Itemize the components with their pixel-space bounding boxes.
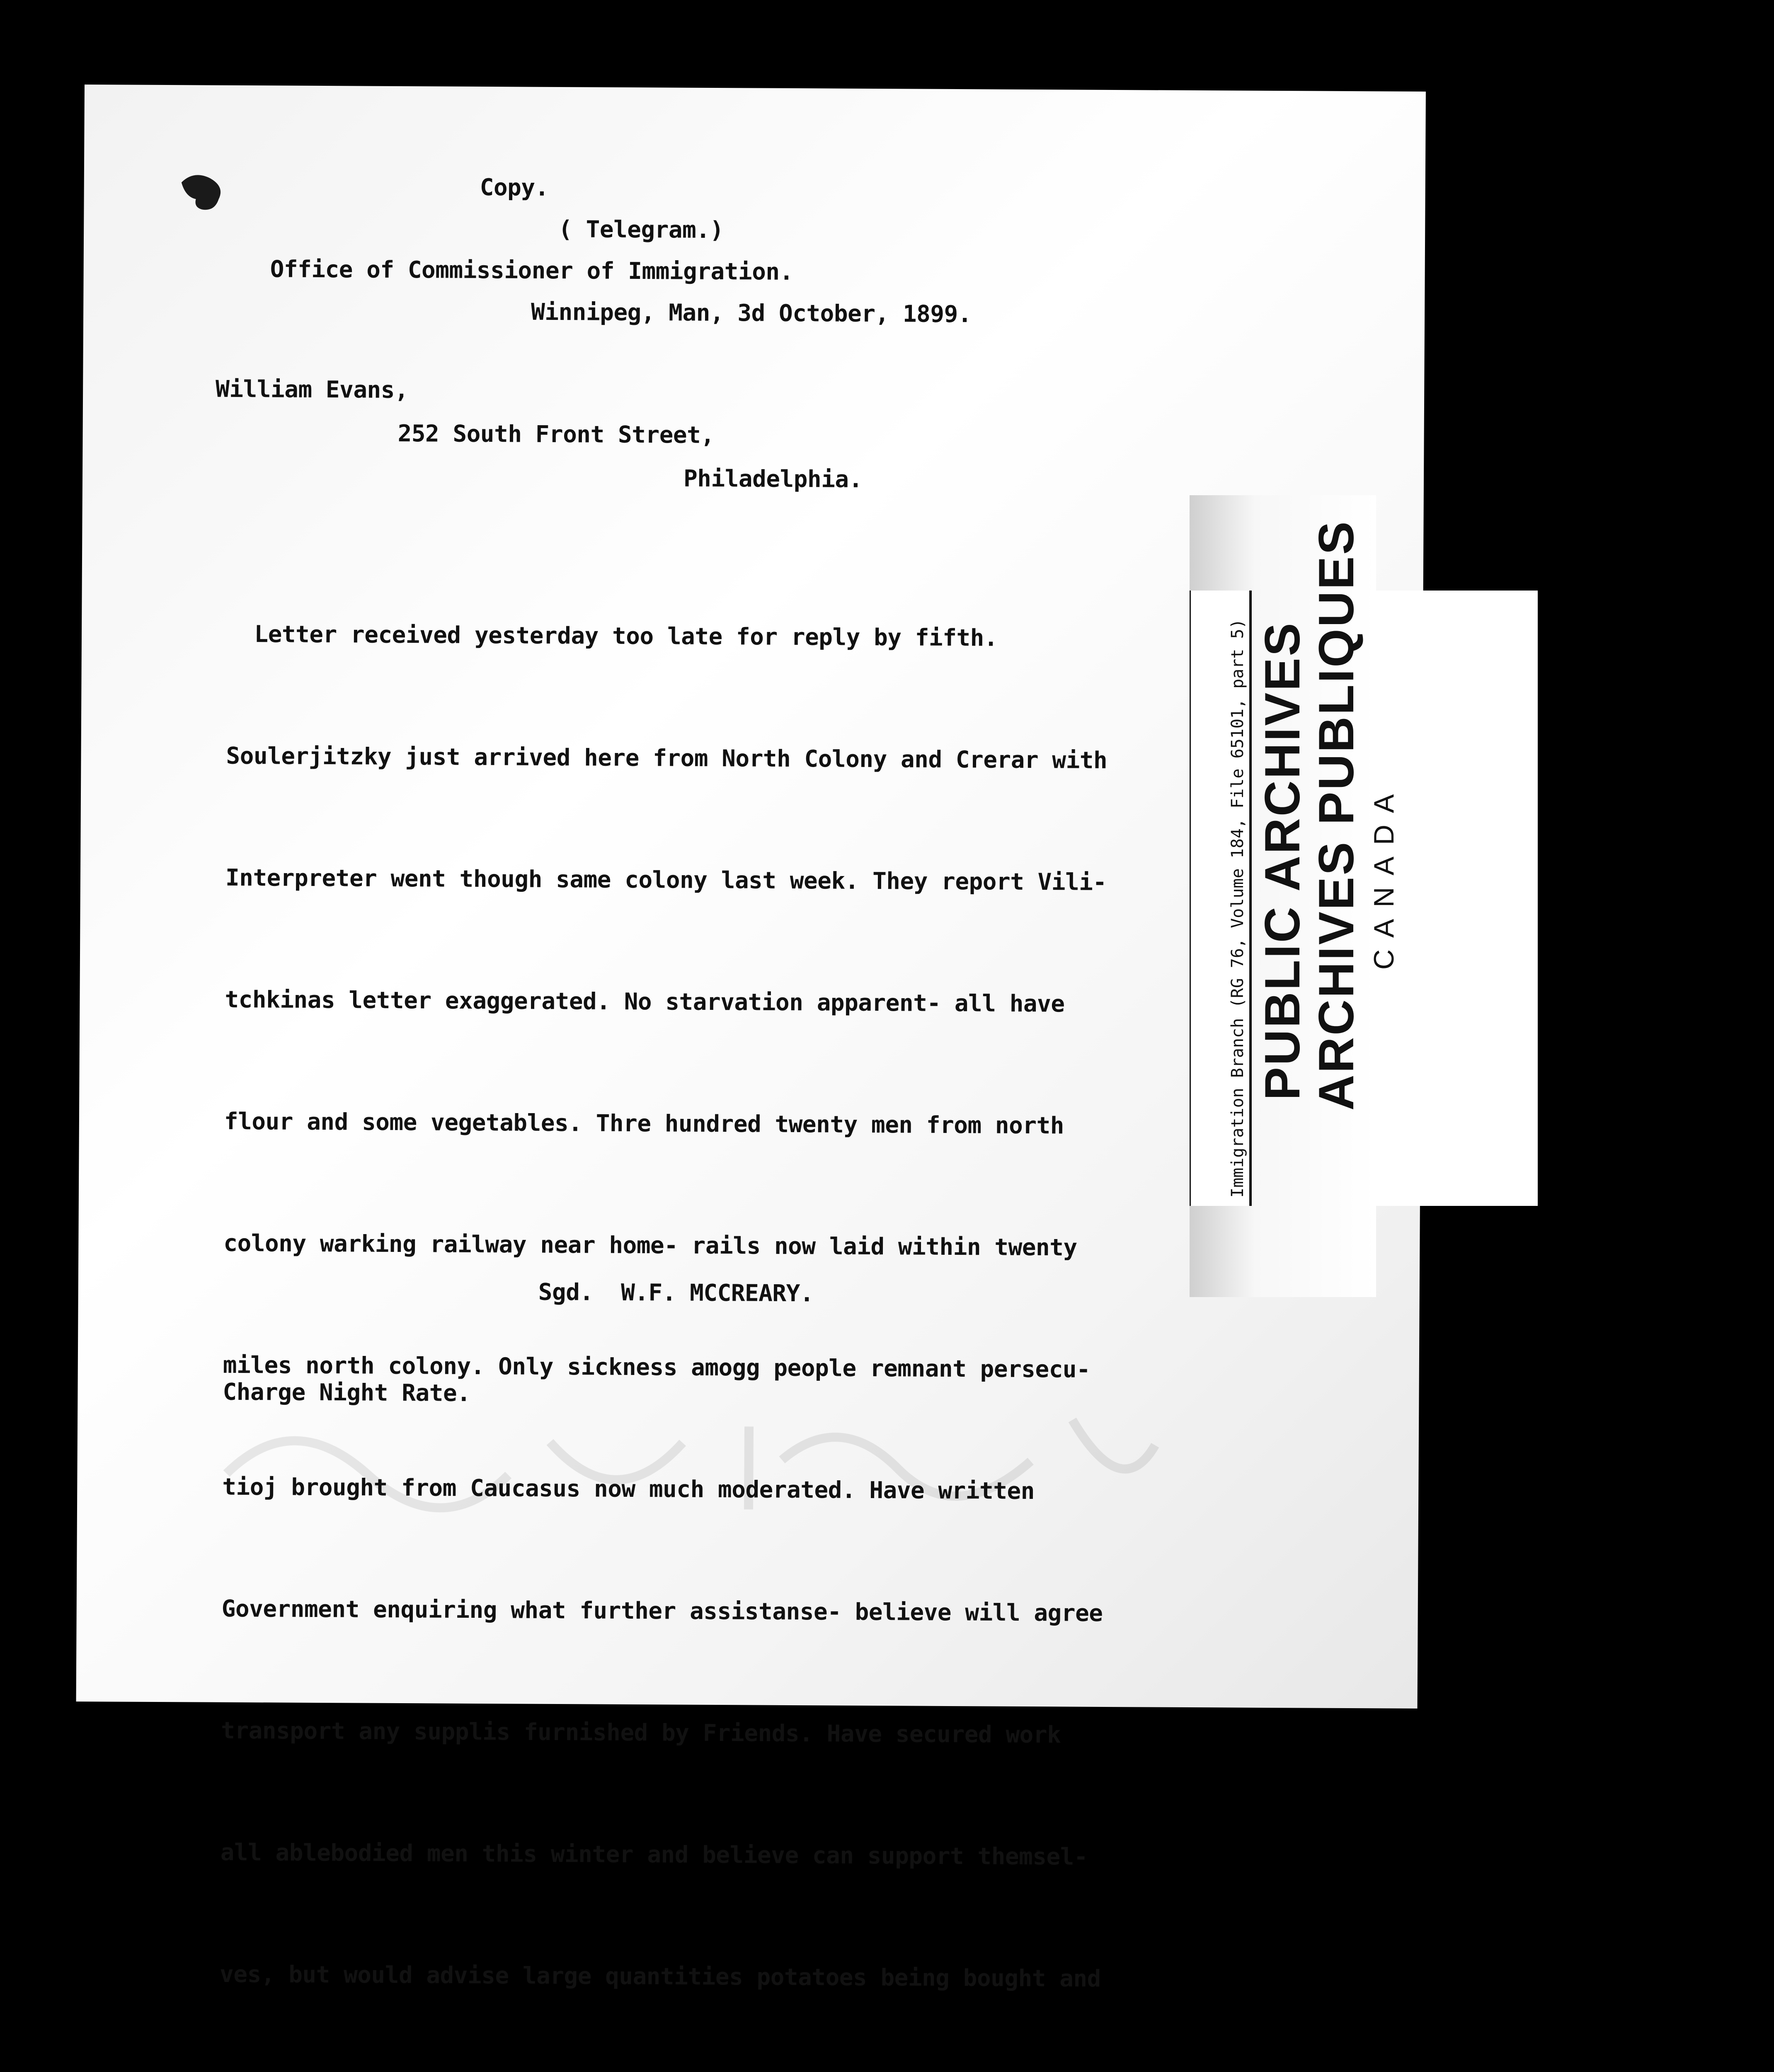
body-line: flour and some vegetables. Thre hundred twenty men from north	[224, 1108, 1064, 1140]
telegram-heading: ( Telegram.)	[558, 215, 724, 244]
body-line: tchkinas letter exaggerated. No starvation apparent- all have	[225, 986, 1065, 1018]
body-line: miles north colony. Only sickness amogg people remnant persecu-	[223, 1351, 1091, 1383]
body-line: ves, but would advise large quantities potatoes being bought and	[219, 1961, 1101, 1992]
archives-country: CANADA	[1368, 782, 1400, 970]
body-line: all ablebodied men this winter and believe can support themsel-	[220, 1839, 1088, 1871]
body-line: tioj brought from Caucasus now much moderated. Have written	[222, 1473, 1035, 1505]
recipient-city: Philadelphia.	[683, 465, 863, 493]
signature-line: Sgd. W.F. MCCREARY.	[538, 1278, 814, 1307]
body-line: Soulerjitzky just arrived here from North Colony and Crerar with	[226, 742, 1108, 774]
body-line: Government enquiring what further assistanse- believe will agree	[221, 1595, 1103, 1627]
recipient-name: William Evans,	[215, 375, 409, 404]
recipient-street: 252 South Front Street,	[397, 420, 715, 449]
charge-note: Charge Night Rate.	[223, 1378, 471, 1407]
place-and-date: Winnipeg, Man, 3d October, 1899.	[531, 298, 972, 328]
archives-reference: Immigration Branch (RG 76, Volume 184, File 65101, part 5)	[1228, 619, 1247, 1198]
ink-smudge	[177, 170, 227, 216]
body-line: transport any supplis furnished by Friends. Have secured work	[221, 1717, 1061, 1749]
body-line: Letter received yesterday too late for reply by fifth.	[226, 620, 998, 652]
archives-name-english: PUBLIC ARCHIVES	[1255, 621, 1310, 1100]
sender-office: Office of Commissioner of Immigration.	[270, 256, 793, 286]
copy-heading: Copy.	[480, 174, 549, 201]
body-line: Interpreter went though same colony last week. They report Vili-	[225, 864, 1107, 896]
archives-name-french: ARCHIVES PUBLIQUES	[1309, 520, 1364, 1111]
body-line: colony warking railway near home- rails now laid within twenty	[223, 1230, 1077, 1261]
